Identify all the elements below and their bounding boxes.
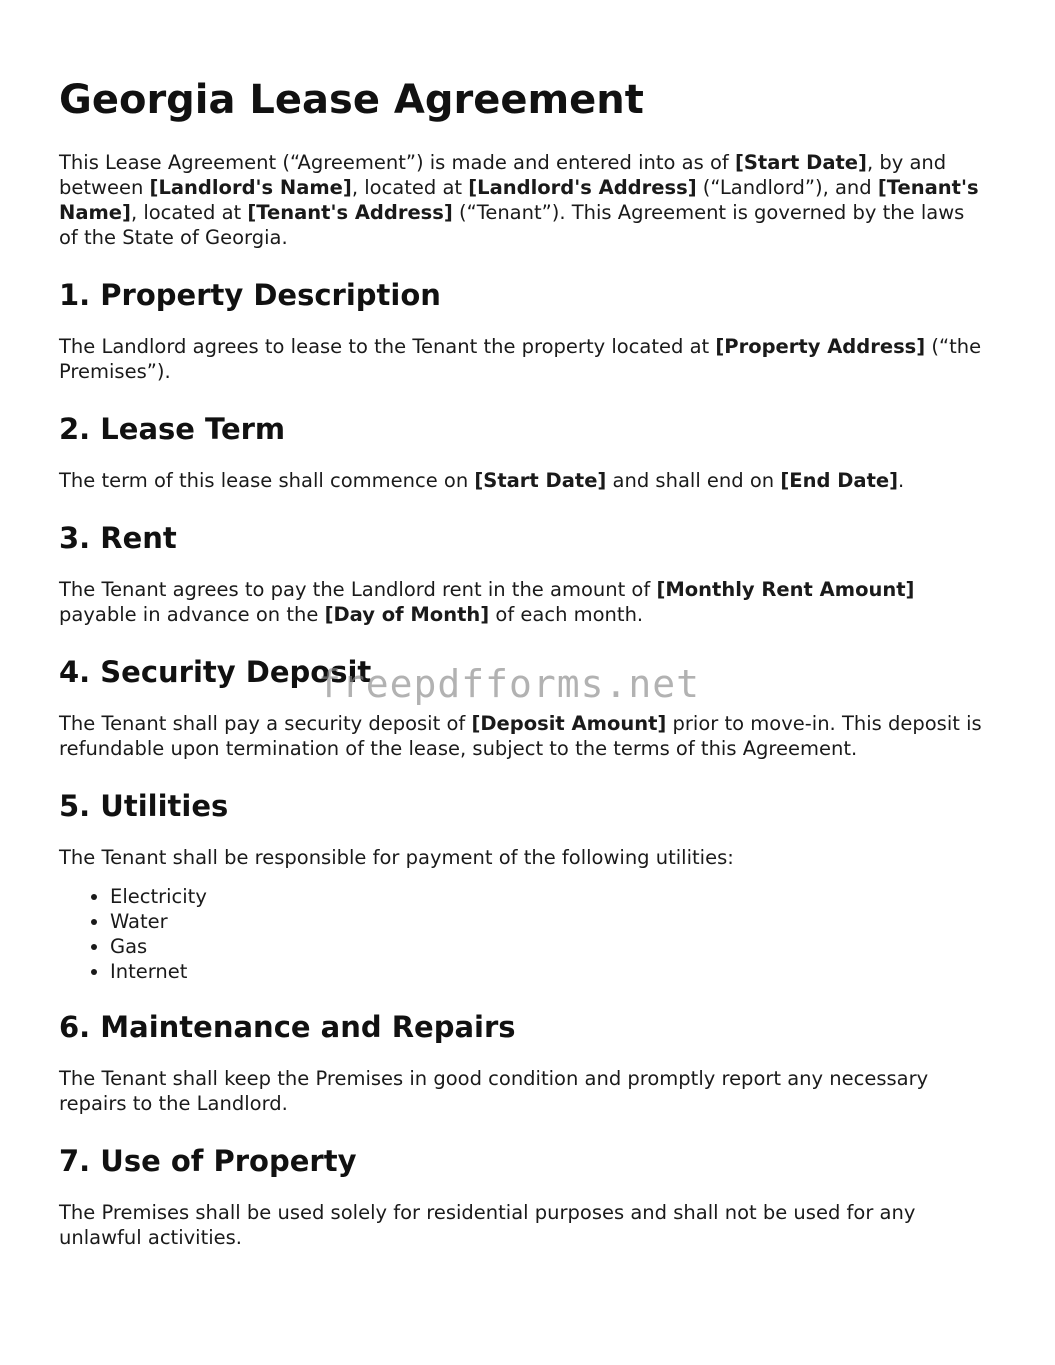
- rent-amount-placeholder: [Monthly Rent Amount]: [656, 578, 915, 601]
- document-page: [59, 74, 989, 1276]
- intro-text: This Lease Agreement (“Agreement”) is made and entered into as of: [59, 151, 735, 174]
- landlord-name-placeholder: [Landlord's Name]: [149, 176, 352, 199]
- list-item: • Water: [110, 909, 989, 934]
- landlord-address-placeholder: [Landlord's Address]: [468, 176, 697, 199]
- section-text: The Tenant agrees to pay the Landlord rent in the amount of: [59, 578, 657, 601]
- end-date-placeholder: [End Date]: [780, 469, 899, 492]
- section-text: and shall end on: [606, 469, 781, 492]
- security-deposit-paragraph: [59, 711, 989, 761]
- tenant-name-placeholder: [Tenant's Name]: [59, 176, 979, 224]
- section-text: .: [898, 469, 905, 492]
- property-description-paragraph: [59, 334, 989, 384]
- utilities-list: [59, 884, 989, 984]
- section-text: payable in advance on the: [59, 603, 325, 626]
- start-date-placeholder: [Start Date]: [474, 469, 607, 492]
- section-heading-maintenance: 6. Maintenance and Repairs: [59, 1010, 516, 1044]
- section-heading-property-description: 1. Property Description: [59, 278, 441, 312]
- section-heading-rent: 3. Rent: [59, 521, 177, 555]
- section-heading-use-of-property: 7. Use of Property: [59, 1144, 357, 1178]
- lease-term-paragraph: [59, 468, 989, 493]
- intro-text: , located at: [130, 201, 248, 224]
- intro-text: , by and between: [59, 151, 947, 199]
- intro-text: (“Landlord”), and: [696, 176, 878, 199]
- list-item: • Electricity: [110, 884, 989, 909]
- use-of-property-paragraph: The Premises shall be used solely for residential purposes and shall not be used for any unlawful activities.: [59, 1201, 916, 1249]
- section-heading-utilities: 5. Utilities: [59, 789, 229, 823]
- section-heading-lease-term: 2. Lease Term: [59, 412, 286, 446]
- tenant-address-placeholder: [Tenant's Address]: [247, 201, 453, 224]
- list-item: • Internet: [110, 959, 989, 984]
- start-date-placeholder: [Start Date]: [734, 151, 867, 174]
- section-text: The Landlord agrees to lease to the Tenant the property located at: [59, 335, 716, 358]
- section-text: of each month.: [489, 603, 644, 626]
- day-of-month-placeholder: [Day of Month]: [324, 603, 490, 626]
- deposit-amount-placeholder: [Deposit Amount]: [471, 712, 667, 735]
- section-text: The term of this lease shall commence on: [59, 469, 475, 492]
- document-title: Georgia Lease Agreement: [59, 77, 644, 123]
- watermark: freepdfforms.net: [318, 662, 701, 706]
- utilities-paragraph: The Tenant shall be responsible for payment of the following utilities:: [59, 846, 734, 869]
- intro-text: (“Tenant”). This Agreement is governed by the laws of the State of Georgia.: [59, 201, 965, 249]
- section-text: prior to move-in. This deposit is refundable upon termination of the lease, subject to the terms of this Agreement.: [59, 712, 982, 760]
- list-item: • Gas: [110, 934, 989, 959]
- section-heading-security-deposit: 4. Security Deposit: [59, 655, 372, 689]
- intro-text: , located at: [351, 176, 469, 199]
- maintenance-paragraph: The Tenant shall keep the Premises in good condition and promptly report any necessary repairs to the Landlord.: [59, 1067, 929, 1115]
- property-address-placeholder: [Property Address]: [715, 335, 926, 358]
- section-text: The Tenant shall pay a security deposit of: [59, 712, 472, 735]
- intro-paragraph: [59, 150, 989, 250]
- rent-paragraph: [59, 577, 989, 627]
- section-text: (“the Premises”).: [59, 335, 982, 383]
